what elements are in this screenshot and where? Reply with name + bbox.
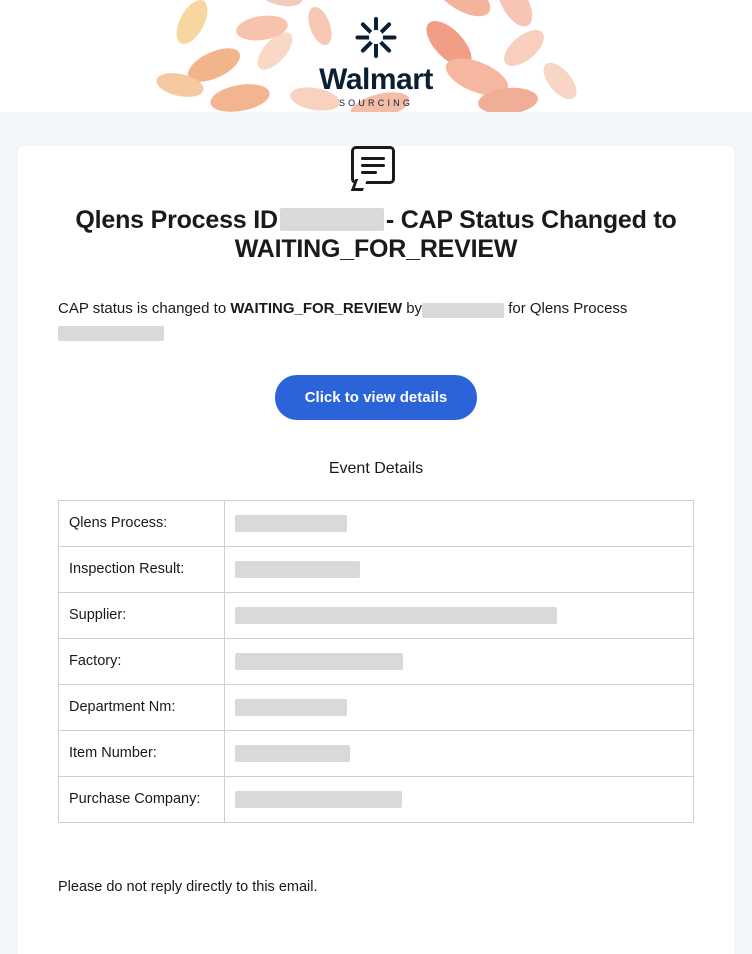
redacted-value — [235, 515, 347, 532]
table-row — [59, 776, 694, 822]
table-body — [59, 500, 694, 822]
redacted-user — [422, 303, 504, 318]
footer-note: Please do not reply directly to this email. — [58, 878, 318, 895]
detail-label: Qlens Process: — [59, 500, 225, 546]
detail-value — [225, 546, 694, 592]
brand-subtitle: SOURCING — [338, 98, 414, 108]
detail-value — [225, 776, 694, 822]
walmart-logo — [0, 14, 752, 108]
redacted-value — [235, 699, 347, 716]
title-part-1: Qlens Process ID — [75, 206, 278, 234]
event-details-table — [58, 500, 694, 823]
title-line-2: WAITING_FOR_REVIEW — [234, 235, 518, 264]
summary-part-1: CAP status is changed to — [58, 299, 227, 317]
detail-label: Factory: — [59, 638, 225, 684]
title-part-2: - CAP Status Changed to — [385, 206, 677, 234]
detail-label: Purchase Company: — [59, 776, 225, 822]
email-card — [18, 146, 734, 954]
detail-label: Inspection Result: — [59, 546, 225, 592]
page-title — [58, 206, 694, 265]
summary-part-3: for Qlens Process — [508, 299, 628, 317]
redacted-value — [235, 791, 402, 808]
summary-status: WAITING_FOR_REVIEW — [230, 299, 403, 317]
redacted-value — [235, 745, 350, 762]
redacted-value — [235, 653, 403, 670]
redacted-process-id — [280, 208, 384, 231]
table-row — [59, 546, 694, 592]
table-row — [59, 684, 694, 730]
detail-label: Department Nm: — [59, 684, 225, 730]
detail-label: Item Number: — [59, 730, 225, 776]
detail-value — [225, 592, 694, 638]
detail-label: Supplier: — [59, 592, 225, 638]
redacted-process — [58, 326, 164, 341]
event-details-heading: Event Details — [328, 459, 424, 477]
status-summary-text — [58, 298, 694, 343]
detail-value — [225, 730, 694, 776]
detail-value — [225, 500, 694, 546]
email-banner — [0, 0, 752, 112]
cta-container — [18, 375, 734, 420]
detail-value — [225, 684, 694, 730]
summary-part-2: by — [406, 299, 423, 317]
redacted-value — [235, 561, 360, 578]
detail-value — [225, 638, 694, 684]
redacted-value — [235, 607, 557, 624]
table-row — [59, 730, 694, 776]
table-row — [59, 638, 694, 684]
table-row — [59, 500, 694, 546]
document-message-icon — [351, 146, 401, 194]
walmart-spark-icon — [353, 14, 399, 60]
brand-name: Walmart — [319, 63, 433, 96]
view-details-button[interactable]: Click to view details — [275, 375, 478, 420]
table-row — [59, 592, 694, 638]
